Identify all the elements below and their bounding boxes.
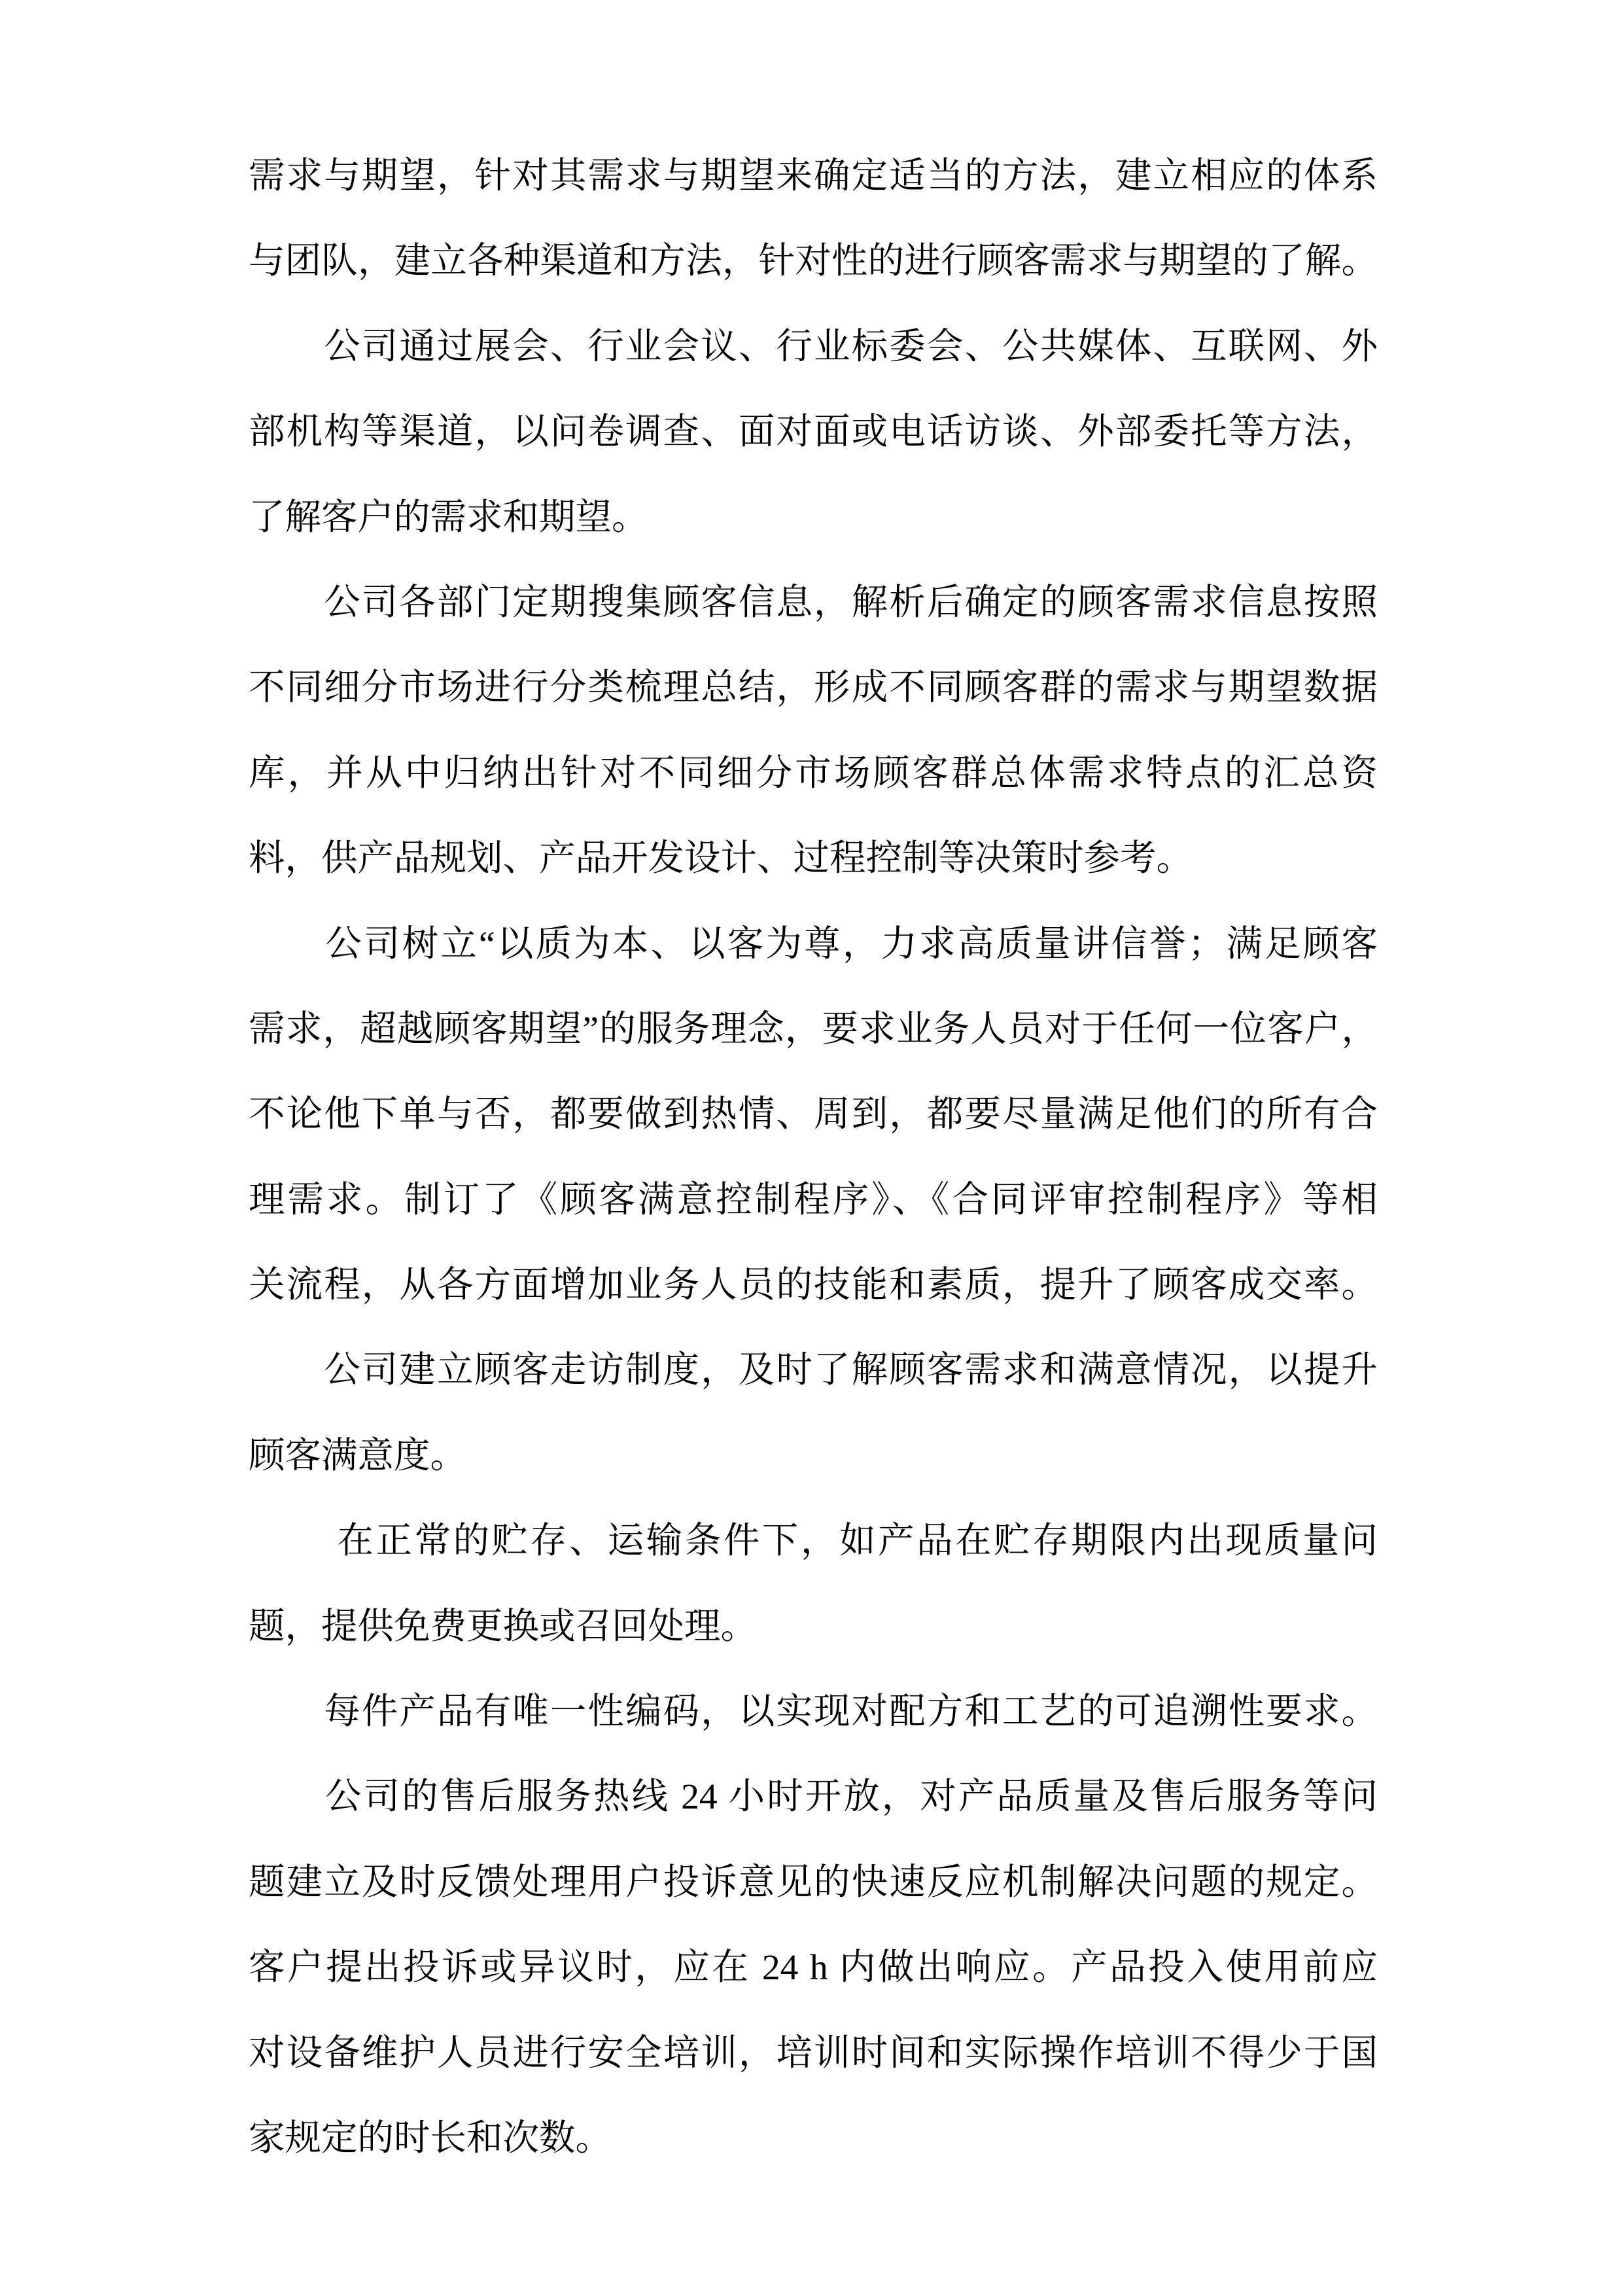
- text-line: 顾客满意度。: [249, 1436, 467, 1476]
- text-line: 客户提出投诉或异议时，应在 24 h 内做出响应。产品投入使用前应: [249, 1948, 1378, 1988]
- paragraph-6: [249, 1499, 1378, 1670]
- text-line: 关流程，从各方面增加业务人员的技能和素质，提升了顾客成交率。: [249, 1265, 1378, 1306]
- text-line: 在正常的贮存、运输条件下，如产品在贮存期限内出现质量问: [249, 1521, 1378, 1562]
- text-line: 了解客户的需求和期望。: [249, 497, 648, 538]
- paragraph-1: [249, 134, 1378, 305]
- text-line: 需求，超越顾客期望”的服务理念，要求业务人员对于任何一位客户，: [249, 1009, 1378, 1050]
- paragraph-2: [249, 305, 1378, 561]
- paragraph-4: [249, 902, 1378, 1329]
- text-line: 料，供产品规划、产品开发设计、过程控制等决策时参考。: [249, 839, 1193, 879]
- text-line: 题建立及时反馈处理用户投诉意见的快速反应机制解决问题的规定。: [249, 1862, 1378, 1903]
- paragraph-8: [249, 1755, 1378, 2181]
- text-line: 对设备维护人员进行安全培训，培训时间和实际操作培训不得少于国: [249, 2033, 1378, 2074]
- text-line: 公司各部门定期搜集顾客信息，解析后确定的顾客需求信息按照: [249, 582, 1378, 623]
- text-line: 题，提供免费更换或召回处理。: [249, 1606, 758, 1647]
- text-line: 与团队，建立各种渠道和方法，针对性的进行顾客需求与期望的了解。: [249, 241, 1378, 282]
- text-line: 公司树立“以质为本、以客为尊，力求高质量讲信誉；满足顾客: [249, 924, 1378, 964]
- text-line: 公司建立顾客走访制度，及时了解顾客需求和满意情况，以提升: [249, 1351, 1378, 1391]
- text-line: 家规定的时长和次数。: [249, 2118, 612, 2159]
- text-line: 不论他下单与否，都要做到热情、周到，都要尽量满足他们的所有合: [249, 1095, 1378, 1135]
- text-line: 理需求。制订了《顾客满意控制程序》、《合同评审控制程序》等相: [249, 1180, 1378, 1220]
- text-line: 每件产品有唯一性编码，以实现对配方和工艺的可追溯性要求。: [249, 1692, 1378, 1733]
- document-body: [249, 134, 1378, 2181]
- text-line: 部机构等渠道，以问卷调查、面对面或电话访谈、外部委托等方法，: [249, 412, 1378, 453]
- text-line: 公司的售后服务热线 24 小时开放，对产品质量及售后服务等问: [249, 1777, 1378, 1818]
- paragraph-7: [249, 1670, 1378, 1755]
- paragraph-3: [249, 561, 1378, 902]
- text-line: 需求与期望，针对其需求与期望来确定适当的方法，建立相应的体系: [249, 156, 1378, 196]
- text-line: 不同细分市场进行分类梳理总结，形成不同顾客群的需求与期望数据: [249, 668, 1378, 709]
- text-line: 公司通过展会、行业会议、行业标委会、公共媒体、互联网、外: [249, 327, 1378, 367]
- paragraph-5: [249, 1328, 1378, 1499]
- text-line: 库，并从中归纳出针对不同细分市场顾客群总体需求特点的汇总资: [249, 753, 1378, 794]
